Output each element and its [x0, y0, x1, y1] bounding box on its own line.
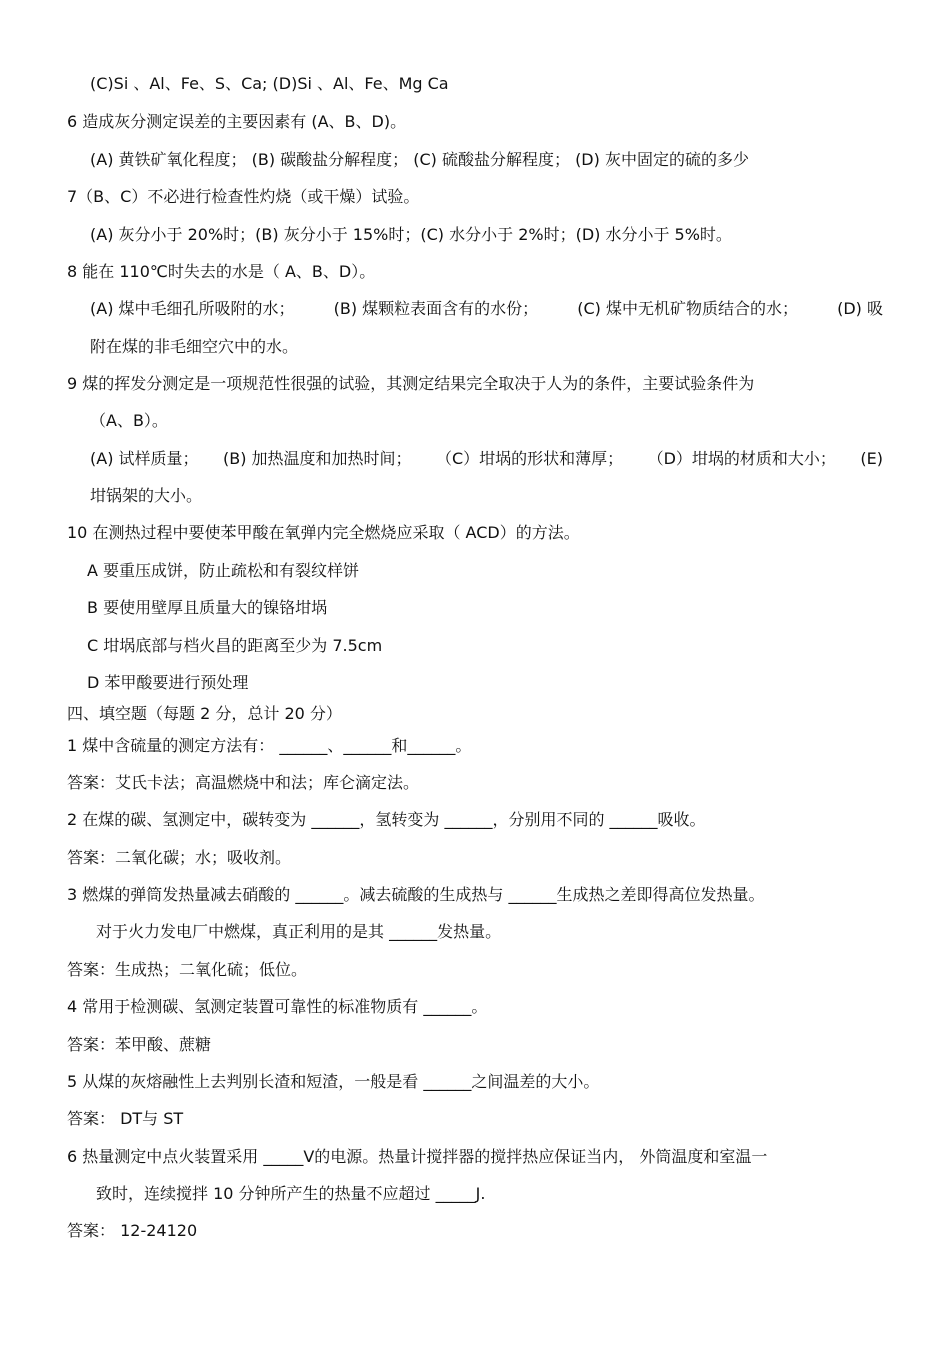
option-10a: A 要重压成饼，防止疏松和有裂纹样饼: [87, 561, 360, 580]
answer-3: 答案：生成热；二氧化硫；低位。: [67, 960, 308, 979]
fill-question-2: 2 在煤的碳、氢测定中，碳转变为 ______，氢转变为 ______，分别用不同的 ______吸收。: [67, 810, 706, 829]
option-9d: （D）坩埚的材质和大小；: [647, 449, 836, 468]
fill-question-3-continued: 对于火力发电厂中燃煤，真正利用的是其 ______发热量。: [96, 922, 502, 941]
question-10: 10 在测热过程中要使苯甲酸在氧弹内完全燃烧应采取（ ACD）的方法。: [67, 523, 580, 542]
option-9c: （C）坩埚的形状和薄厚；: [435, 449, 624, 468]
answer-5: 答案： DT与 ST: [67, 1109, 184, 1128]
answer-1: 答案：艾氏卡法；高温燃烧中和法；库仑滴定法。: [67, 773, 420, 792]
options-6: (A) 黄铁矿氧化程度； (B) 碳酸盐分解程度； (C) 硫酸盐分解程度； (D) 灰中固定的硫的多少: [90, 150, 749, 169]
option-10b: B 要使用壁厚且质量大的镍铬坩埚: [87, 598, 328, 617]
option-line-5cd: (C)Si 、Al、Fe、S、Ca; (D)Si 、Al、Fe、Mg Ca: [90, 74, 449, 93]
option-8c: (C) 煤中无机矿物质结合的水；: [577, 299, 798, 318]
question-7: 7（B、C）不必进行检查性灼烧（或干燥）试验。: [67, 187, 420, 206]
fill-question-5: 5 从煤的灰熔融性上去判别长渣和短渣，一般是看 ______之间温差的大小。: [67, 1072, 600, 1091]
options-9: [90, 449, 883, 469]
option-9e: (E): [860, 449, 883, 468]
fill-question-1: 1 煤中含硫量的测定方法有： ______、______和______。: [67, 736, 472, 755]
question-9-answer: （A、B）。: [90, 411, 168, 430]
question-6: 6 造成灰分测定误差的主要因素有 (A、B、D)。: [67, 112, 407, 131]
answer-6: 答案： 12-24120: [67, 1221, 198, 1240]
fill-question-6-continued: 致时，连续搅拌 10 分钟所产生的热量不应超过 _____J.: [96, 1184, 486, 1203]
question-8: 8 能在 110℃时失去的水是（ A、B、D）。: [67, 262, 376, 281]
fill-question-6: 6 热量测定中点火装置采用 _____V的电源。热量计搅拌器的搅拌热应保证当内， 外筒温度和室温一: [67, 1147, 768, 1166]
options-8: [90, 299, 883, 319]
option-10d: D 苯甲酸要进行预处理: [87, 673, 249, 692]
option-8b: (B) 煤颗粒表面含有的水份；: [333, 299, 539, 318]
question-9: 9 煤的挥发分测定是一项规范性很强的试验，其测定结果完全取决于人为的条件，主要试验条件为: [67, 374, 755, 393]
fill-question-3: 3 燃煤的弹筒发热量减去硝酸的 ______。减去硫酸的生成热与 ______生成热之差即得高位发热量。: [67, 885, 765, 904]
options-8-continued: 附在煤的非毛细空穴中的水。: [90, 337, 299, 356]
answer-2: 答案：二氧化碳；水；吸收剂。: [67, 848, 292, 867]
fill-question-4: 4 常用于检测碳、氢测定装置可靠性的标准物质有 ______。: [67, 997, 488, 1016]
option-9a: (A) 试样质量；: [90, 449, 199, 468]
option-8d: (D) 吸: [837, 299, 883, 318]
answer-4: 答案：苯甲酸、蔗糖: [67, 1035, 212, 1054]
option-10c: C 坩埚底部与档火昌的距离至少为 7.5cm: [87, 636, 383, 655]
options-7: (A) 灰分小于 20%时；(B) 灰分小于 15%时；(C) 水分小于 2%时；(D) 水分小于 5%时。: [90, 225, 732, 244]
options-9-continued: 坩锅架的大小。: [90, 486, 203, 505]
option-9b: (B) 加热温度和加热时间；: [222, 449, 412, 468]
section-heading-fill-in: 四、填空题（每题 2 分，总计 20 分）: [67, 704, 342, 723]
option-8a: (A) 煤中毛细孔所吸附的水；: [90, 299, 295, 318]
